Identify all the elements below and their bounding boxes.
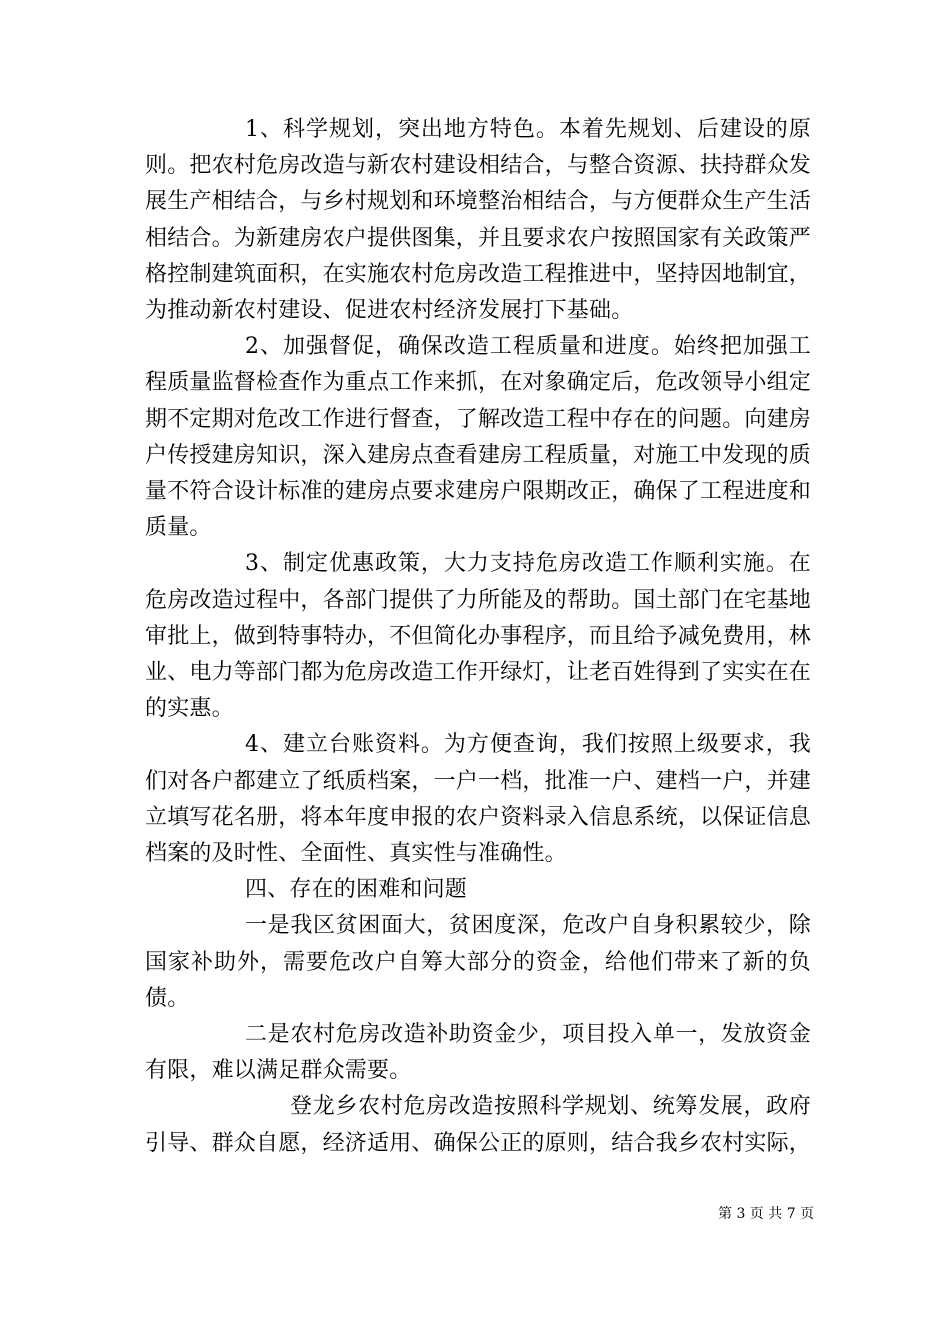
- paragraph-supervision: 2、加强督促，确保改造工程质量和进度。始终把加强工程质量监督检查作为重点工作来抓，在对象确定后，危改领导小组定期不定期对危改工作进行督查，了解改造工程中存在的问题。向建房户传授建房知识，深入建房点查看建房工程质量，对施工中发现的质量不符合设计标准的建房点要求建房户限期改正，确保了工程进度和质量。: [145, 334, 812, 541]
- paragraph-planning: 1、科学规划，突出地方特色。本着先规划、后建设的原则。把农村危房改造与新农村建设相结合，与整合资源、扶持群众发展生产相结合，与乡村规划和环境整治相结合，与方便群众生产生活相结合。为新建房农户提供图集，并且要求农户按照国家有关政策严格控制建筑面积，在实施农村危房改造工程推进中，坚持因地制宜，为推动新农村建设、促进农村经济发展打下基础。: [145, 117, 812, 324]
- paragraph-records: 4、建立台账资料。为方便查询，我们按照上级要求，我们对各户都建立了纸质档案，一户一档，批准一户、建档一户，并建立填写花名册，将本年度申报的农户资料录入信息系统，以保证信息档案的及时性、全面性、真实性与准确性。: [145, 732, 812, 867]
- section-heading-problems: 四、存在的困难和问题: [245, 877, 468, 903]
- paragraph-policy: 3、制定优惠政策，大力支持危房改造工作顺利实施。在危房改造过程中，各部门提供了力所能及的帮助。国土部门在宅基地审批上，做到特事特办，不但简化办事程序，而且给予减免费用，林业、电力等部门都为危房改造工作开绿灯，让老百姓得到了实实在在的实惠。: [145, 551, 812, 722]
- paragraph-denglong: 登龙乡农村危房改造按照科学规划、统筹发展，政府引导、群众自愿，经济适用、确保公正的原则，结合我乡农村实际，: [145, 1094, 812, 1156]
- paragraph-problem-one: 一是我区贫困面大，贫困度深，危改户自身积累较少，除国家补助外，需要危改户自筹大部分的资金，给他们带来了新的负债。: [145, 913, 811, 1011]
- document-body: [145, 112, 811, 1162]
- page-number-footer: 第 3 页 共 7 页: [718, 1206, 815, 1222]
- paragraph-problem-two: 二是农村危房改造补助资金少，项目投入单一，发放资金有限，难以满足群众需要。: [145, 1022, 811, 1084]
